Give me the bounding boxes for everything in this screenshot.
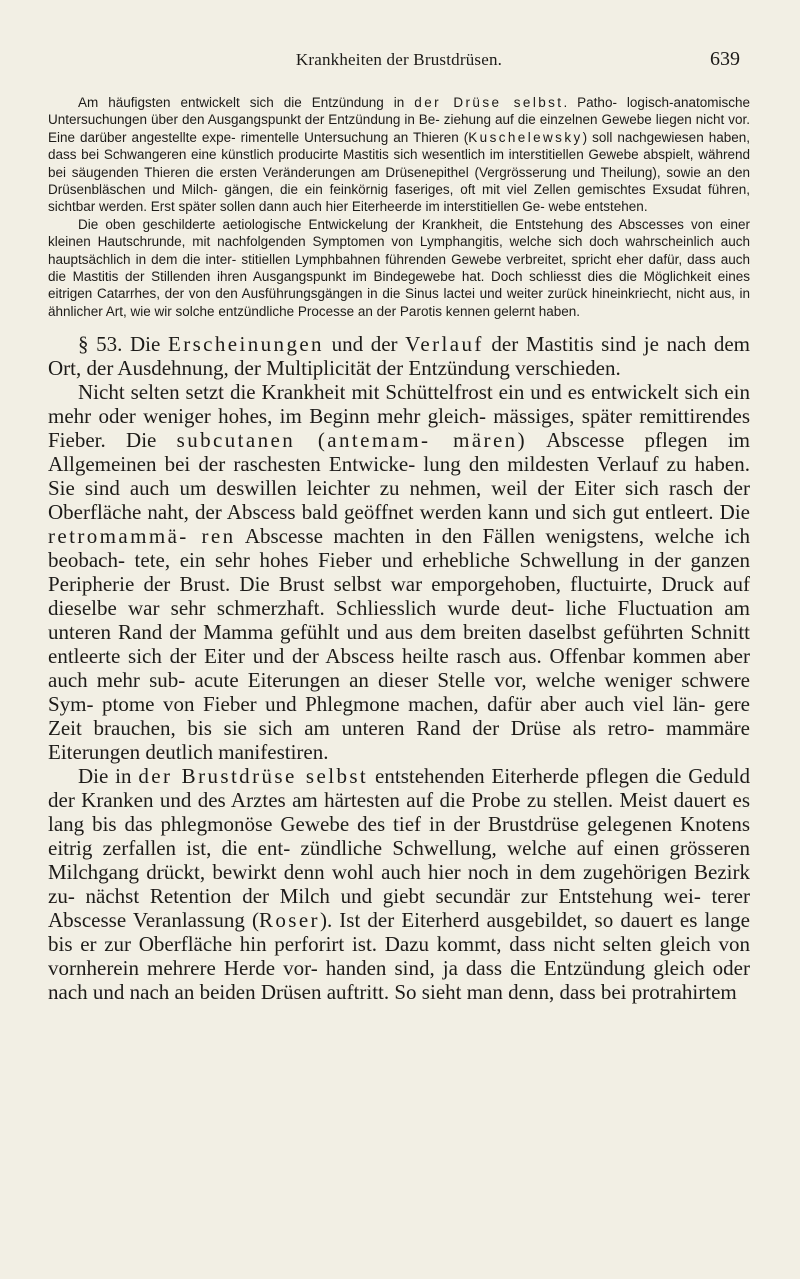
- author-name: Kuschelewsky: [468, 129, 583, 145]
- emphasis: Erscheinungen: [167, 332, 324, 357]
- emphasis: retromammä- ren: [48, 524, 236, 549]
- small-paragraph-2: Die oben geschilderte aetiologische Entwickelung der Krankheit, die Entstehung des Abscesses von einer kleinen Hautschrunde, mit nachfolgenden Symptomen von Lymphangitis, welche sich doch wahrscheinlich auch hauptsächlich in dem die inter- stitiellen Lymphbahnen führenden Gewebe verbreitet, spricht eher dafür, dass auch die Mastitis der Stillenden ihren Ausgangspunkt im Bindegewebe hat. Doch schliesst dies die Möglichkeit eines eitrigen Catarrhes, der von den Ausführungsgängen in die Sinus lactei und weiter zurück hineinkriecht, nicht aus, in ähnlicher Art, wie wir solche entzündliche Processe an der Parotis kennen gelernt haben.: [48, 216, 750, 319]
- body-paragraph-1: Nicht selten setzt die Krankheit mit Schüttelfrost ein und es entwickelt sich ein mehr oder weniger hohes, im Beginn mehr gleich- mässiges, später remittirendes Fieber. Die subcutanen (antemam- mären) Abscesse pflegen im Allgemeinen bei der raschesten Entwicke- lung den mildesten Verlauf zu haben. Sie sind auch um deswillen leichter zu nehmen, weil der Eiter sich rasch der Oberfläche naht, der Abscess bald geöffnet werden kann und sich gut entleert. Die retromammä- ren Abscesse machten in den Fällen wenigstens, welche ich beobach- tete, ein sehr hohes Fieber und erhebliche Schwellung in der ganzen Peripherie der Brust. Die Brust selbst war emporgehoben, fluctuirte, Druck auf dieselbe war sehr schmerzhaft. Schliesslich wurde deut- liche Fluctuation am unteren Rand der Mamma gefühlt und aus dem breiten daselbst geführten Schnitt entleerte sich der Eiter und der Abscess heilte rasch aus. Offenbar kommen aber auch mehr sub- acute Eiterungen an dieser Stelle vor, welche weniger schwere Sym- ptome von Fieber und Phlegmone machen, dafür aber auch viel län- gere Zeit brauchen, bis sie sich am unteren Rand der Drüse als retro- mammäre Eiterungen deutlich manifestiren.: [48, 380, 751, 765]
- emphasis: der Brustdrüse selbst: [138, 764, 369, 789]
- page-header: [48, 50, 750, 76]
- page-body: [48, 94, 750, 1004]
- small-paragraph-1: Am häufigsten entwickelt sich die Entzündung in der Drüse selbst. Patho- logisch-anatomische Untersuchungen über den Ausgangspunkt der Entzündung in Be- ziehung auf die einzelnen Gewebe liegen nicht vor. Eine darüber angestellte expe- rimentelle Untersuchung an Thieren (Kuschelewsky) soll nachgewiesen haben, dass bei Schwangeren eine künstlich producirte Mastitis sich wesentlich im interstitiellen Gewebe abspielt, während bei säugenden Thieren die ersten Veränderungen am Drüsenepithel (Vergrösserung und Theilung), sowie an den Drüsenbläschen und Milch- gängen, die ein feinkörnig faseriges, oft mit viel Zellen gemischtes Exsudat führen, sichtbar werden. Erst später sollen dann auch hier Eiterheerde im interstitiellen Ge- webe entstehen.: [48, 95, 750, 215]
- emphasis: subcutanen (antemam- mären): [176, 428, 527, 453]
- section-heading-paragraph: § 53. Die Erscheinungen und der Verlauf der Mastitis sind je nach dem Ort, der Ausdehnung, der Multiplicität der Entzündung verschieden.: [48, 332, 750, 381]
- author-name: Roser: [258, 908, 320, 933]
- body-paragraph-2: Die in der Brustdrüse selbst entstehenden Eiterherde pflegen die Geduld der Kranken und des Arztes am härtesten auf die Probe zu stellen. Meist dauert es lang bis das phlegmonöse Gewebe des tief in der Brustdrüse gelegenen Knotens eitrig zerfallen ist, die ent- zündliche Schwellung, welche auf einen grösseren Milchgang drückt, bewirkt denn wohl auch hier noch in dem zugehörigen Bezirk zu- nächst Retention der Milch und giebt secundär zur Entstehung wei- terer Abscesse Veranlassung (Roser). Ist der Eiterherd ausgebildet, so dauert es lange bis er zur Oberfläche hin perforirt ist. Dazu kommt, dass nicht selten gleich von vornherein mehrere Herde vor- handen sind, ja dass die Entzündung gleich oder nach und nach an beiden Drüsen auftritt. So sieht man denn, dass bei protrahirtem: [48, 764, 751, 1005]
- running-title: Krankheiten der Brustdrüsen.: [295, 50, 503, 69]
- emphasis: der Drüse selbst: [414, 95, 564, 110]
- emphasis: Verlauf: [405, 332, 484, 357]
- page-number: 639: [710, 48, 740, 70]
